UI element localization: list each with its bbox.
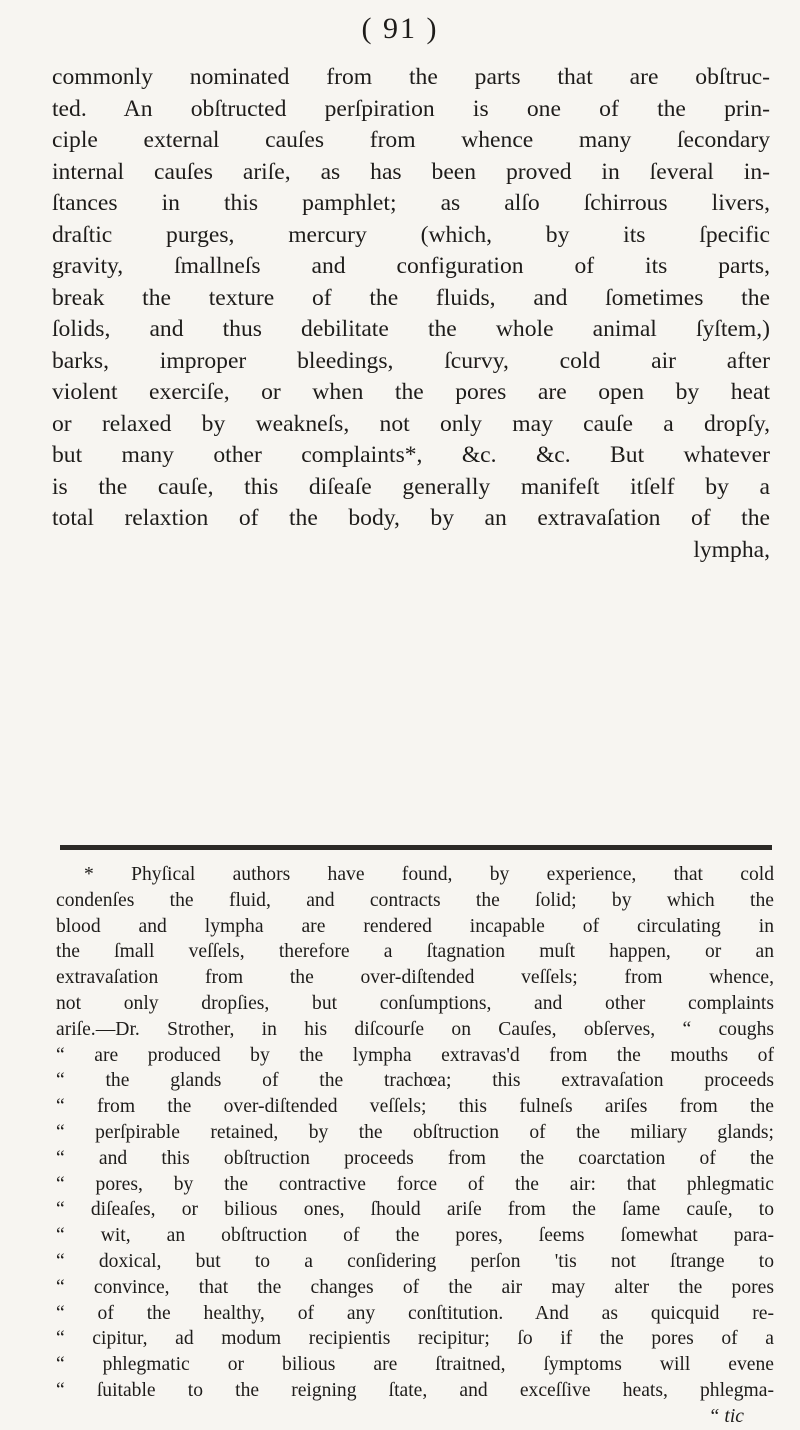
main-line: commonly nominated from the parts that are obſtruc- <box>52 64 770 90</box>
main-line: but many other complaints*, &c. &c. But whatever <box>52 442 770 468</box>
footnote-line: “ of the healthy, of any conſtitution. And as quicquid re- <box>56 1302 774 1324</box>
main-line: gravity, ſmallneſs and configuration of its parts, <box>52 253 770 279</box>
page-number: ( 91 ) <box>361 12 439 45</box>
main-line: break the texture of the fluids, and ſometimes the <box>52 284 770 311</box>
footnote-line: “ diſeaſes, or bilious ones, ſhould ariſe from the ſame cauſe, to <box>56 1199 774 1221</box>
footnote-line: “ convince, that the changes of the air may alter the pores <box>56 1276 774 1298</box>
footnote-divider <box>60 845 772 850</box>
footnote <box>56 862 774 1430</box>
footnote-line: “ and this obſtruction proceeds from the coarctation of the <box>56 1147 774 1169</box>
footnote-line: the ſmall veſſels, therefore a ſtagnation muſt happen, or an <box>56 941 774 963</box>
footnote-line: “ cipitur, ad modum recipientis recipitur; ſo if the pores of a <box>56 1328 774 1350</box>
main-line: ſolids, and thus debilitate the whole animal ſyſtem,) <box>52 316 770 342</box>
main-line: or relaxed by weakneſs, not only may cauſe a dropſy, <box>52 410 770 437</box>
footnote-line: “ the glands of the trachœa; this extravaſation proceeds <box>56 1070 774 1092</box>
main-line: is the cauſe, this diſeaſe generally manifeſt itſelf by a <box>52 473 770 500</box>
main-line: ciple external cauſes from whence many ſecondary <box>52 127 770 153</box>
footnote-catchword: “ tic <box>708 1405 744 1427</box>
footnote-line: “ phlegmatic or bilious are ſtraitned, ſymptoms will evene <box>56 1354 774 1376</box>
main-line: ſtances in this pamphlet; as alſo ſchirrous livers, <box>52 190 770 216</box>
main-line: draſtic purges, mercury (which, by its ſpecific <box>52 221 770 248</box>
footnote-line: * Phyſical authors have found, by experience, that cold <box>84 864 774 885</box>
footnote-line: “ wit, an obſtruction of the pores, ſeems ſomewhat para- <box>56 1225 774 1247</box>
main-line: ted. An obſtructed perſpiration is one of the prin- <box>52 95 770 122</box>
footnote-line: “ from the over-diſtended veſſels; this fulneſs ariſes from the <box>56 1096 774 1118</box>
footnote-line: not only dropſies, but conſumptions, and other complaints <box>56 992 774 1014</box>
footnote-line: “ doxical, but to a conſidering perſon 'tis not ſtrange to <box>56 1250 774 1272</box>
footnote-line: ariſe.—Dr. Strother, in his diſcourſe on Cauſes, obſerves, “ coughs <box>56 1018 774 1040</box>
main-line: violent exerciſe, or when the pores are open by heat <box>52 379 770 405</box>
footnote-line: blood and lympha are rendered incapable of circulating in <box>56 915 774 937</box>
main-line: total relaxtion of the body, by an extravaſation of the <box>52 505 770 531</box>
main-line: barks, improper bleedings, ſcurvy, cold air after <box>52 347 770 374</box>
footnote-line: “ pores, by the contractive force of the air: that phlegmatic <box>56 1173 774 1195</box>
footnote-line: “ ſuitable to the reigning ſtate, and exceſſive heats, phlegma- <box>56 1379 774 1401</box>
footnote-line: “ are produced by the lympha extravas'd from the mouths of <box>56 1044 774 1066</box>
footnote-line: extravaſation from the over-diſtended veſſels; from whence, <box>56 967 774 989</box>
main-line-catchword: lympha, <box>693 536 770 563</box>
footnote-line: “ perſpirable retained, by the obſtruction of the miliary glands; <box>56 1121 774 1143</box>
main-line: internal cauſes ariſe, as has been proved in ſeveral in- <box>52 158 770 185</box>
main-text <box>52 62 770 566</box>
footnote-line: condenſes the fluid, and contracts the ſolid; by which the <box>56 889 774 911</box>
